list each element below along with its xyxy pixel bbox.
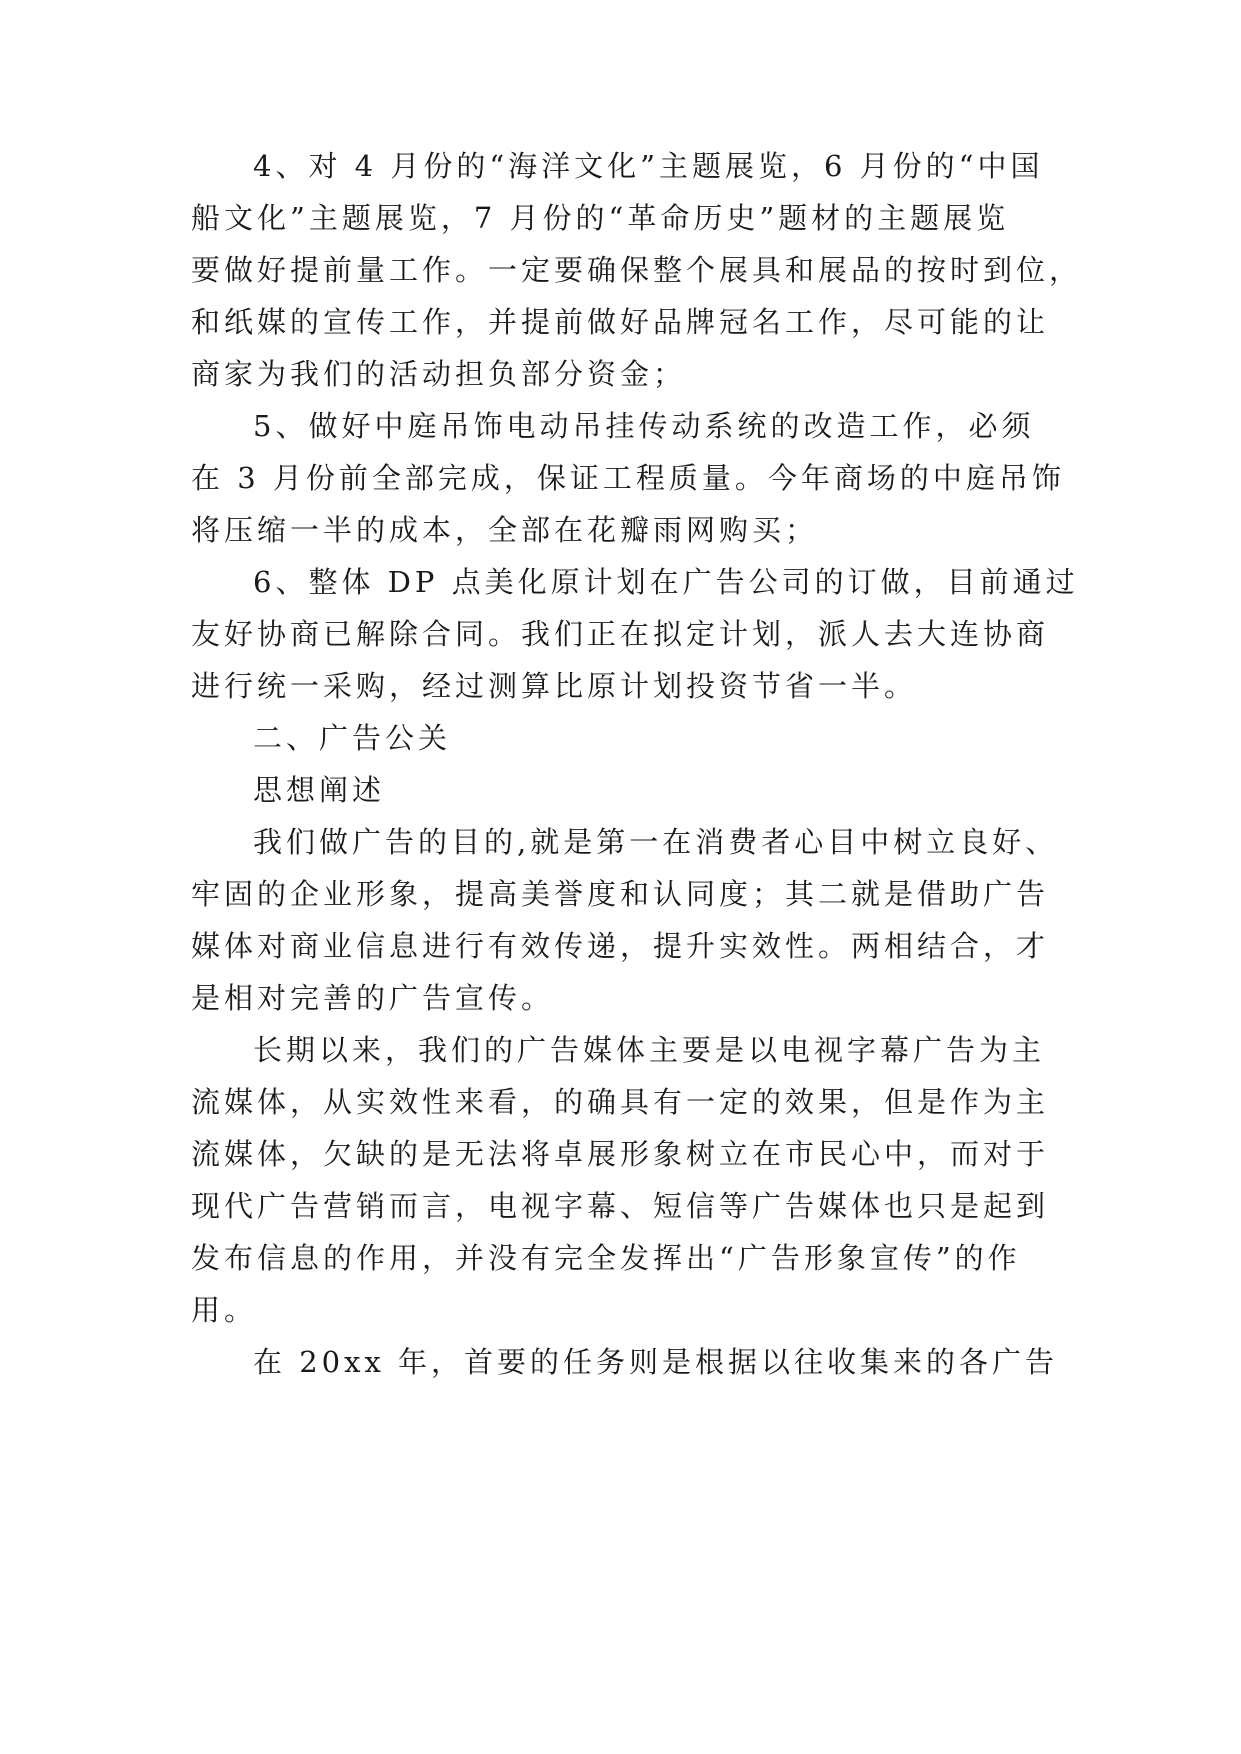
text-line: 5、做好中庭吊饰电动吊挂传动系统的改造工作，必须: [253, 409, 1035, 443]
text-line: 牢固的企业形象，提高美誉度和认同度；其二就是借助广告: [191, 877, 1050, 911]
text-line: 发布信息的作用，并没有完全发挥出“广告形象宣传”的作: [191, 1241, 1021, 1275]
text-line: 长期以来，我们的广告媒体主要是以电视字幕广告为主: [253, 1033, 1046, 1067]
text-line: 现代广告营销而言，电视字幕、短信等广告媒体也只是起到: [191, 1189, 1050, 1223]
text-line: 媒体对商业信息进行有效传递，提升实效性。两相结合，才: [191, 929, 1050, 963]
text-line: 要做好提前量工作。一定要确保整个展具和展品的按时到位，: [191, 253, 1083, 287]
text-line: 和纸媒的宣传工作，并提前做好品牌冠名工作，尽可能的让: [191, 305, 1050, 339]
text-line: 进行统一采购，经过测算比原计划投资节省一半。: [191, 669, 918, 703]
subsection-heading: 思想阐述: [253, 773, 386, 807]
text-line: 流媒体，从实效性来看，的确具有一定的效果，但是作为主: [191, 1085, 1050, 1119]
text-line: 在 3 月份前全部完成，保证工程质量。今年商场的中庭吊饰: [191, 461, 1065, 495]
text-line: 是相对完善的广告宣传。: [191, 981, 555, 1015]
text-line: 用。: [191, 1293, 258, 1327]
text-line: 4、对 4 月份的“海洋文化”主题展览，6 月份的“中国: [253, 149, 1044, 183]
text-line: 流媒体，欠缺的是无法将卓展形象树立在市民心中，而对于: [191, 1137, 1050, 1171]
text-line: 6、整体 DP 点美化原计划在广告公司的订做，目前通过: [253, 565, 1079, 599]
text-line: 商家为我们的活动担负部分资金；: [191, 357, 687, 391]
text-line: 在 20xx 年，首要的任务则是根据以往收集来的各广告: [253, 1345, 1059, 1379]
text-line: 友好协商已解除合同。我们正在拟定计划，派人去大连协商: [191, 617, 1050, 651]
text-line: 我们做广告的目的,就是第一在消费者心目中树立良好、: [253, 825, 1059, 859]
text-line: 船文化”主题展览，7 月份的“革命历史”题材的主题展览: [191, 201, 1010, 235]
text-line: 将压缩一半的成本，全部在花瓣雨网购买；: [191, 513, 819, 547]
section-heading: 二、广告公关: [253, 721, 452, 755]
